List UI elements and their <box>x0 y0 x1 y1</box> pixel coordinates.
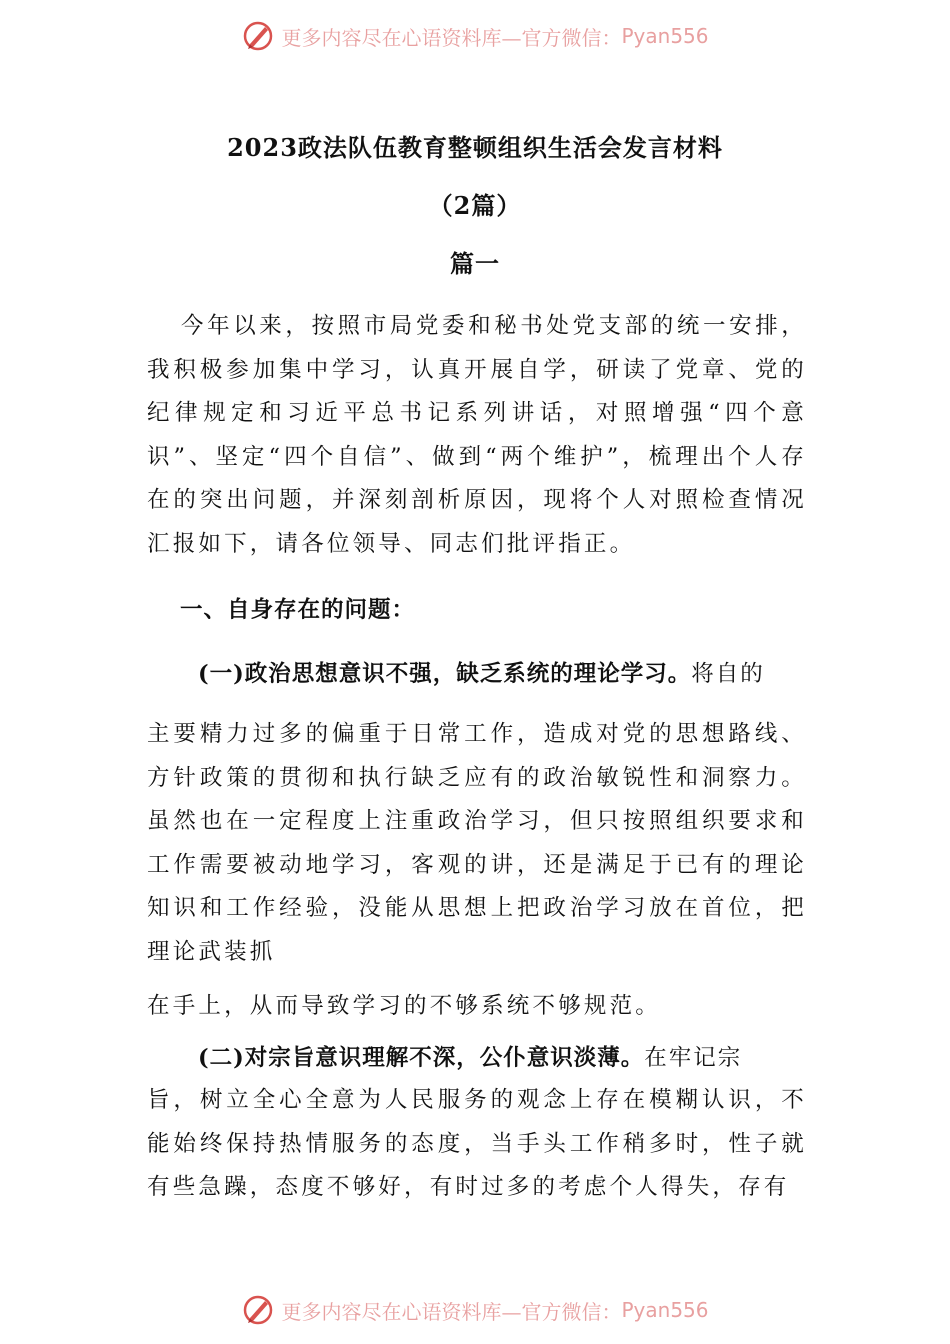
watermark-text: 更多内容尽在心语资料库—官方微信： <box>281 25 622 50</box>
pen-logo-icon <box>241 19 275 53</box>
item1-paragraph <box>147 713 807 1028</box>
watermark-wechat-id: Pyan556 <box>621 1298 709 1322</box>
item2-heading: (二)对宗旨意识理解不深，公仆意识淡薄。 <box>198 1045 645 1071</box>
document-subtitle: （2篇） <box>428 191 522 220</box>
item2-heading-line <box>198 1040 818 1072</box>
document-title: 2023政法队伍教育整顿组织生活会发言材料 <box>227 133 723 162</box>
item1-last-line: 在手上，从而导致学习的不够系统不够规范。 <box>147 992 662 1019</box>
intro-paragraph: 今年以来，按照市局党委和秘书处党支部的统一安排，我积极参加集中学习，认真开展自学，研读了党章、党的纪律规定和习近平总书记系列讲话，对照增强“四个意识”、坚定“四个自信”、做到“两个维护”，梳理出个人存在的突出问题，并深刻剖析原因，现将个人对照检查情况汇报如下，请各位领导、同志们批评指正。 <box>147 313 807 557</box>
heading-problems: 一、自身存在的问题： <box>180 597 416 623</box>
item2-paragraph: 旨，树立全心全意为人民服务的观念上存在模糊认识，不能始终保持热情服务的态度，当手头工作稍多时，性子就有些急躁，态度不够好，有时过多的考虑个人得失，存有 <box>147 1087 807 1201</box>
item2-lead: 在牢记宗 <box>644 1045 743 1071</box>
watermark-footer <box>0 1290 950 1330</box>
watermark-header <box>0 16 950 56</box>
pen-logo-icon <box>241 1293 275 1327</box>
item1-body: 主要精力过多的偏重于日常工作，造成对党的思想路线、方针政策的贯彻和执行缺乏应有的政治敏锐性和洞察力。虽然也在一定程度上注重政治学习，但只按照组织要求和工作需要被动地学习，客观的讲，还是满足于已有的理论知识和工作经验，没能从思想上把政治学习放在首位，把理论武装抓 <box>147 721 807 965</box>
section-title: 篇一 <box>450 249 500 278</box>
watermark-text: 更多内容尽在心语资料库—官方微信： <box>281 1299 622 1324</box>
item1-heading-line <box>198 656 818 688</box>
item1-lead: 将自的 <box>691 661 765 687</box>
watermark-wechat-id: Pyan556 <box>621 24 709 48</box>
item1-heading: (一)政治思想意识不强，缺乏系统的理论学习。 <box>198 661 692 687</box>
